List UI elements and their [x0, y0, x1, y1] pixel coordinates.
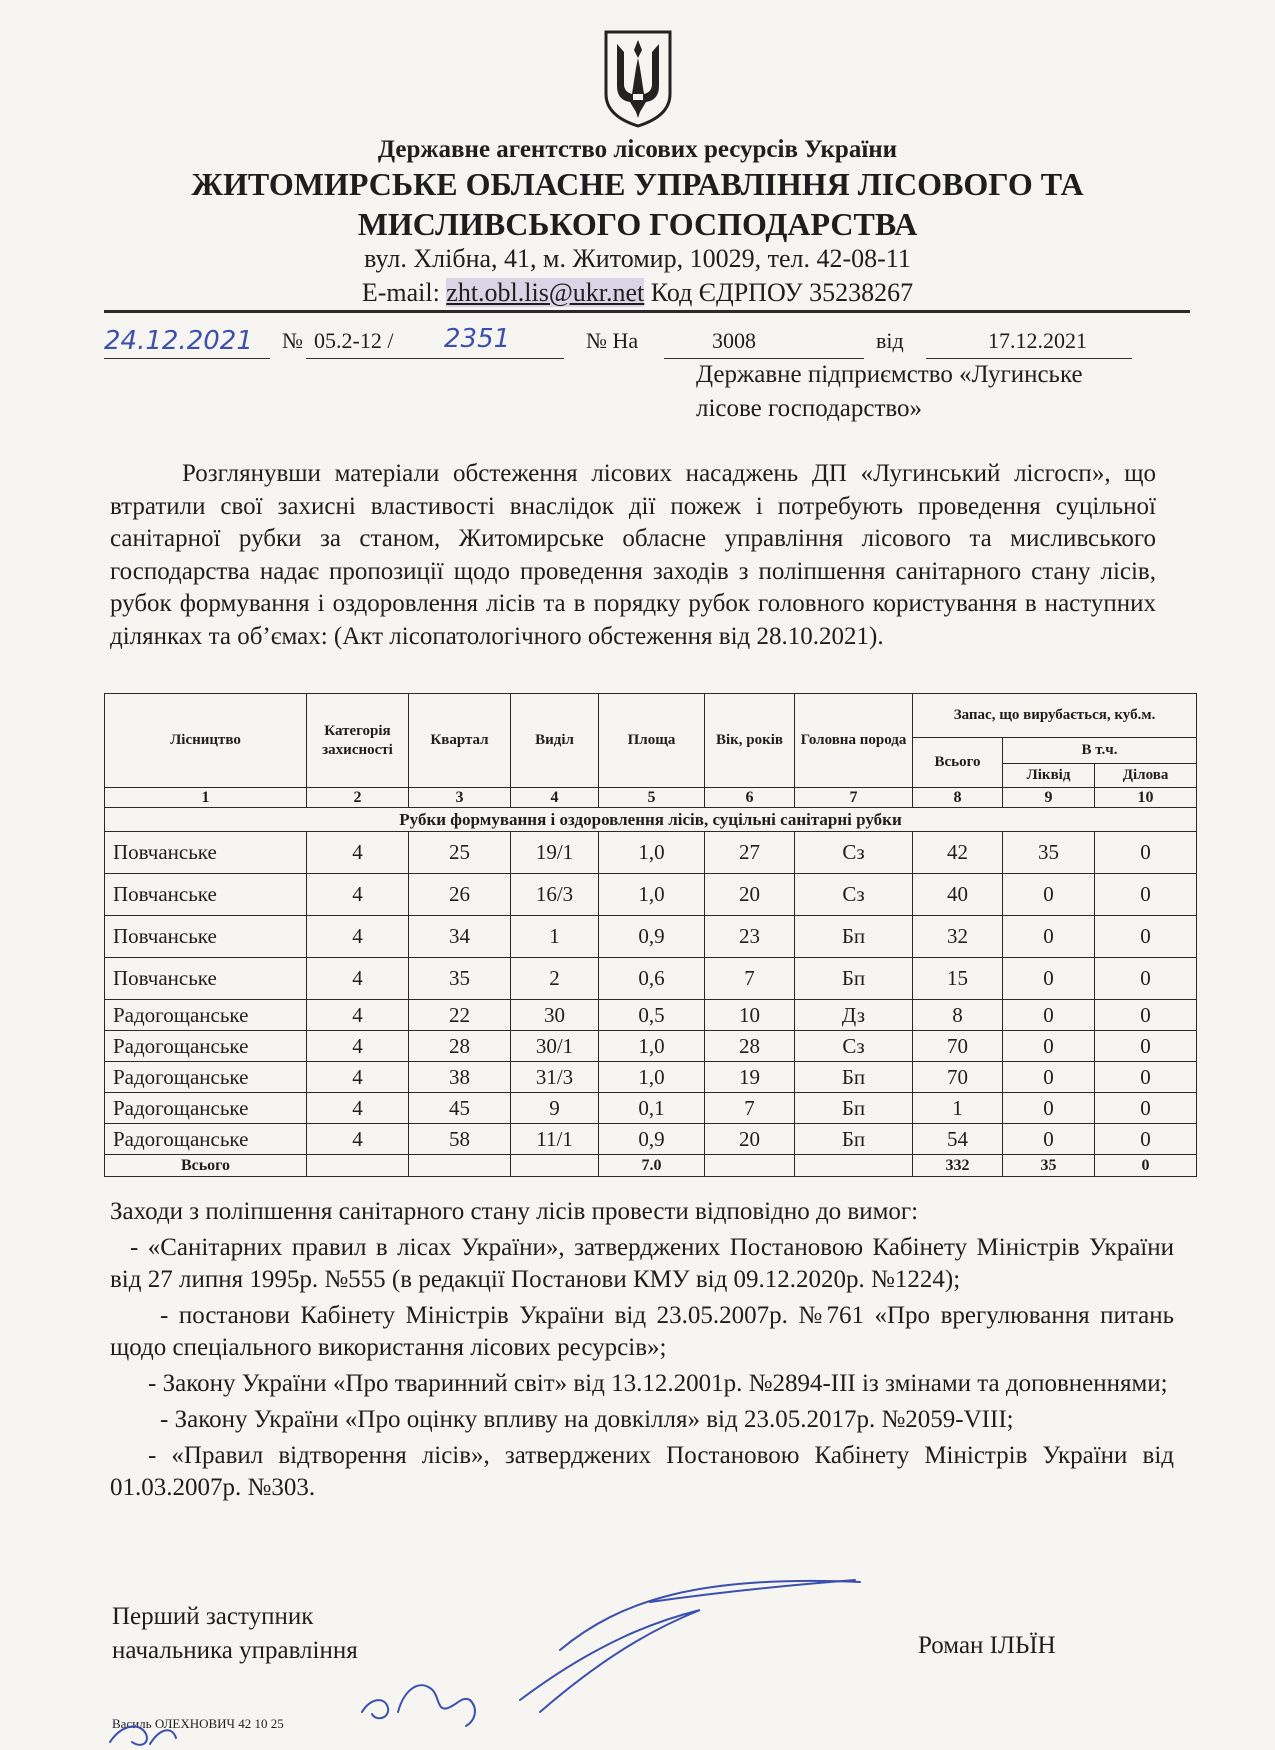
organization-name-line1: ЖИТОМИРСЬКЕ ОБЛАСНЕ УПРАВЛІННЯ ЛІСОВОГО ТА	[191, 166, 1084, 202]
cell-category: 4	[307, 1062, 409, 1093]
requirement-item: - Закону України «Про тваринний світ» від 13.12.2001р. №2894-ІІІ із змінами та доповненнями;	[148, 1370, 1168, 1397]
cell-quarter: 34	[409, 916, 511, 958]
cell-total: 70	[913, 1031, 1003, 1062]
cell-total: 1	[913, 1093, 1003, 1124]
cell-total: 54	[913, 1124, 1003, 1155]
column-number: 8	[913, 788, 1003, 808]
cell-category: 4	[307, 916, 409, 958]
cell-liquid: 35	[1003, 832, 1095, 874]
cell-quarter: 22	[409, 1000, 511, 1031]
cell-total: 32	[913, 916, 1003, 958]
body-paragraph: Розглянувши матеріали обстеження лісових насаджень ДП «Лугинський лісгосп», що втратили свої захисні властивості внаслідок дії пожеж і потребують проведення суцільної санітарної рубки за станом, Житомирське обласне управління лісового та мисливського господарства надає пропозиції щодо проведення заходів з поліпшення санітарного стану лісів, рубок формування і оздоровлення лісів та в порядку рубок головного користування в наступних ділянках та об’ємах: (Акт лісопатологічного обстеження від 28.10.2021).	[110, 460, 1156, 650]
requirement-item: - постанови Кабінету Міністрів України від 23.05.2007р. №761 «Про врегулювання питань щодо спеціального використання лісових ресурсів»;	[110, 1302, 1174, 1361]
total-row	[105, 1155, 1197, 1177]
cell-age: 20	[705, 1124, 795, 1155]
table-header-row	[105, 694, 1197, 738]
cell-quarter: 45	[409, 1093, 511, 1124]
column-number: 7	[795, 788, 913, 808]
cell-quarter: 26	[409, 874, 511, 916]
cell-area: 1,0	[599, 1031, 705, 1062]
table-row	[105, 958, 1197, 1000]
cell-age: 7	[705, 1093, 795, 1124]
requirements-block	[110, 1196, 1174, 1504]
cell-total: 70	[913, 1062, 1003, 1093]
column-number: 9	[1003, 788, 1095, 808]
cell-liquid: 0	[1003, 1124, 1095, 1155]
cell-age: 19	[705, 1062, 795, 1093]
recipient-block	[696, 358, 1156, 426]
section-title: Рубки формування і оздоровлення лісів, суцільні санітарні рубки	[105, 808, 1197, 832]
requirement-item: - «Правил відтворення лісів», затверджених Постановою Кабінету Міністрів України від 01.03.2007р. №303.	[110, 1442, 1174, 1501]
cell-species: Сз	[795, 1031, 913, 1062]
felling-table	[104, 693, 1197, 1177]
cell-age: 27	[705, 832, 795, 874]
recipient-line1: Державне підприємство «Лугинське	[696, 361, 1083, 388]
cell-forestry: Повчанське	[105, 916, 307, 958]
cell-area: 0,9	[599, 916, 705, 958]
cell-liquid: 0	[1003, 1062, 1095, 1093]
column-numbers-row	[105, 788, 1197, 808]
cell-species: Бп	[795, 916, 913, 958]
reply-number: 3008	[712, 328, 756, 353]
col-header-total: Всього	[913, 738, 1003, 788]
cell-age: 7	[705, 958, 795, 1000]
outgoing-date: 24.12.2021	[104, 326, 253, 356]
table-row	[105, 1031, 1197, 1062]
cell-total: 15	[913, 958, 1003, 1000]
cell-business: 0	[1095, 874, 1197, 916]
cell-age: 23	[705, 916, 795, 958]
col-header-species: Головна порода	[795, 694, 913, 788]
cell-section: 16/3	[511, 874, 599, 916]
cell-age: 28	[705, 1031, 795, 1062]
cell-age: 20	[705, 874, 795, 916]
cell-section: 30	[511, 1000, 599, 1031]
column-number: 4	[511, 788, 599, 808]
cell-species: Дз	[795, 1000, 913, 1031]
number-label: №	[282, 328, 303, 353]
cell-area: 1,0	[599, 832, 705, 874]
cell-section: 1	[511, 916, 599, 958]
reply-date: 17.12.2021	[988, 328, 1087, 353]
cell-area: 0,6	[599, 958, 705, 1000]
date-underline	[104, 358, 270, 359]
number-underline	[306, 358, 564, 359]
requirement-item: - «Санітарних правил в лісах України», затверджених Постановою Кабінету Міністрів України від 27 липня 1995р. №555 (в редакції Постанови КМУ від 09.12.2020р. №1224);	[110, 1234, 1174, 1293]
total-stock: 332	[913, 1155, 1003, 1177]
cell-forestry: Радогощанське	[105, 1000, 307, 1031]
cell-species: Сз	[795, 832, 913, 874]
cell-business: 0	[1095, 1093, 1197, 1124]
column-number: 2	[307, 788, 409, 808]
col-header-liquid: Ліквід	[1003, 764, 1095, 788]
trident-emblem-icon	[600, 28, 676, 128]
table-body	[105, 832, 1197, 1155]
requirement-item: - Закону України «Про оцінку впливу на довкілля» від 23.05.2017р. №2059-VIII;	[160, 1406, 1014, 1433]
cell-section: 11/1	[511, 1124, 599, 1155]
cell-area: 0,1	[599, 1093, 705, 1124]
total-empty-cell	[511, 1155, 599, 1177]
agency-name: Державне агентство лісових ресурсів України	[377, 136, 898, 163]
position-line1: Перший заступник	[112, 1603, 314, 1630]
cell-forestry: Радогощанське	[105, 1062, 307, 1093]
cell-total: 40	[913, 874, 1003, 916]
outgoing-number-prefix: 05.2-12 /	[314, 328, 394, 353]
column-number: 10	[1095, 788, 1197, 808]
cell-species: Сз	[795, 874, 913, 916]
cell-liquid: 0	[1003, 874, 1095, 916]
col-header-section: Виділ	[511, 694, 599, 788]
cell-area: 1,0	[599, 1062, 705, 1093]
total-empty-cell	[705, 1155, 795, 1177]
cell-species: Бп	[795, 1093, 913, 1124]
cell-quarter: 25	[409, 832, 511, 874]
cell-liquid: 0	[1003, 1093, 1095, 1124]
cell-category: 4	[307, 1000, 409, 1031]
cell-category: 4	[307, 958, 409, 1000]
cell-quarter: 35	[409, 958, 511, 1000]
cell-forestry: Повчанське	[105, 874, 307, 916]
requirements-intro: Заходи з поліпшення санітарного стану лісів провести відповідно до вимог:	[110, 1198, 919, 1225]
cell-business: 0	[1095, 958, 1197, 1000]
cell-forestry: Радогощанське	[105, 1031, 307, 1062]
cell-business: 0	[1095, 1062, 1197, 1093]
email-link[interactable]: zht.obl.lis@ukr.net	[446, 278, 645, 307]
cell-liquid: 0	[1003, 958, 1095, 1000]
executor-line: Василь ОЛЕХНОВИЧ 42 10 25	[112, 1716, 284, 1731]
cell-category: 4	[307, 1124, 409, 1155]
table-row	[105, 1124, 1197, 1155]
col-header-stock: Запас, що вирубається, куб.м.	[913, 694, 1197, 738]
outgoing-number-handwritten: 2351	[444, 324, 511, 354]
total-business: 0	[1095, 1155, 1197, 1177]
col-header-area: Площа	[599, 694, 705, 788]
table-row	[105, 916, 1197, 958]
total-area: 7.0	[599, 1155, 705, 1177]
col-header-incl: В т.ч.	[1003, 738, 1197, 764]
total-liquid: 35	[1003, 1155, 1095, 1177]
cell-business: 0	[1095, 916, 1197, 958]
cell-total: 42	[913, 832, 1003, 874]
cell-age: 10	[705, 1000, 795, 1031]
cell-forestry: Повчанське	[105, 832, 307, 874]
cell-section: 2	[511, 958, 599, 1000]
total-empty-cell	[795, 1155, 913, 1177]
cell-business: 0	[1095, 1124, 1197, 1155]
cell-forestry: Повчанське	[105, 958, 307, 1000]
contact-line	[0, 278, 1275, 308]
email-label: E-mail:	[361, 278, 440, 307]
total-label: Всього	[105, 1155, 307, 1177]
col-header-age: Вік, років	[705, 694, 795, 788]
cell-area: 0,5	[599, 1000, 705, 1031]
cell-business: 0	[1095, 1000, 1197, 1031]
cell-business: 0	[1095, 1031, 1197, 1062]
table-row	[105, 1062, 1197, 1093]
col-header-forestry: Лісництво	[105, 694, 307, 788]
cell-section: 9	[511, 1093, 599, 1124]
reply-label: № На	[586, 328, 639, 353]
recipient-line2: лісове господарство»	[696, 395, 923, 422]
edrpou-code: Код ЄДРПОУ 35238267	[650, 278, 914, 307]
cell-category: 4	[307, 1093, 409, 1124]
total-empty-cell	[307, 1155, 409, 1177]
col-header-category: Категорія захисності	[307, 694, 409, 788]
organization-address: вул. Хлібна, 41, м. Житомир, 10029, тел. 42-08-11	[364, 244, 911, 273]
table-row	[105, 1000, 1197, 1031]
table-row	[105, 832, 1197, 874]
column-number: 6	[705, 788, 795, 808]
cell-area: 0,9	[599, 1124, 705, 1155]
cell-quarter: 38	[409, 1062, 511, 1093]
letterhead-divider	[104, 310, 1190, 313]
cell-forestry: Радогощанське	[105, 1093, 307, 1124]
cell-section: 19/1	[511, 832, 599, 874]
cell-section: 30/1	[511, 1031, 599, 1062]
cell-area: 1,0	[599, 874, 705, 916]
cell-total: 8	[913, 1000, 1003, 1031]
cell-liquid: 0	[1003, 1031, 1095, 1062]
cell-forestry: Радогощанське	[105, 1124, 307, 1155]
column-number: 3	[409, 788, 511, 808]
cell-category: 4	[307, 832, 409, 874]
total-empty-cell	[409, 1155, 511, 1177]
cell-section: 31/3	[511, 1062, 599, 1093]
section-title-row	[105, 808, 1197, 832]
signatory-position	[112, 1600, 358, 1668]
col-header-quarter: Квартал	[409, 694, 511, 788]
cell-liquid: 0	[1003, 916, 1095, 958]
cell-quarter: 58	[409, 1124, 511, 1155]
table-row	[105, 874, 1197, 916]
table-row	[105, 1093, 1197, 1124]
position-line2: начальника управління	[112, 1637, 358, 1664]
cell-category: 4	[307, 874, 409, 916]
signatory-name: Роман ІЛЬЇН	[918, 1632, 1056, 1659]
cell-species: Бп	[795, 958, 913, 1000]
cell-species: Бп	[795, 1062, 913, 1093]
cell-category: 4	[307, 1031, 409, 1062]
column-number: 1	[105, 788, 307, 808]
from-label: від	[876, 328, 904, 353]
cell-business: 0	[1095, 832, 1197, 874]
cell-quarter: 28	[409, 1031, 511, 1062]
cell-liquid: 0	[1003, 1000, 1095, 1031]
col-header-business: Ділова	[1095, 764, 1197, 788]
organization-name-line2: МИСЛИВСЬКОГО ГОСПОДАРСТВА	[357, 206, 918, 242]
cell-species: Бп	[795, 1124, 913, 1155]
column-number: 5	[599, 788, 705, 808]
